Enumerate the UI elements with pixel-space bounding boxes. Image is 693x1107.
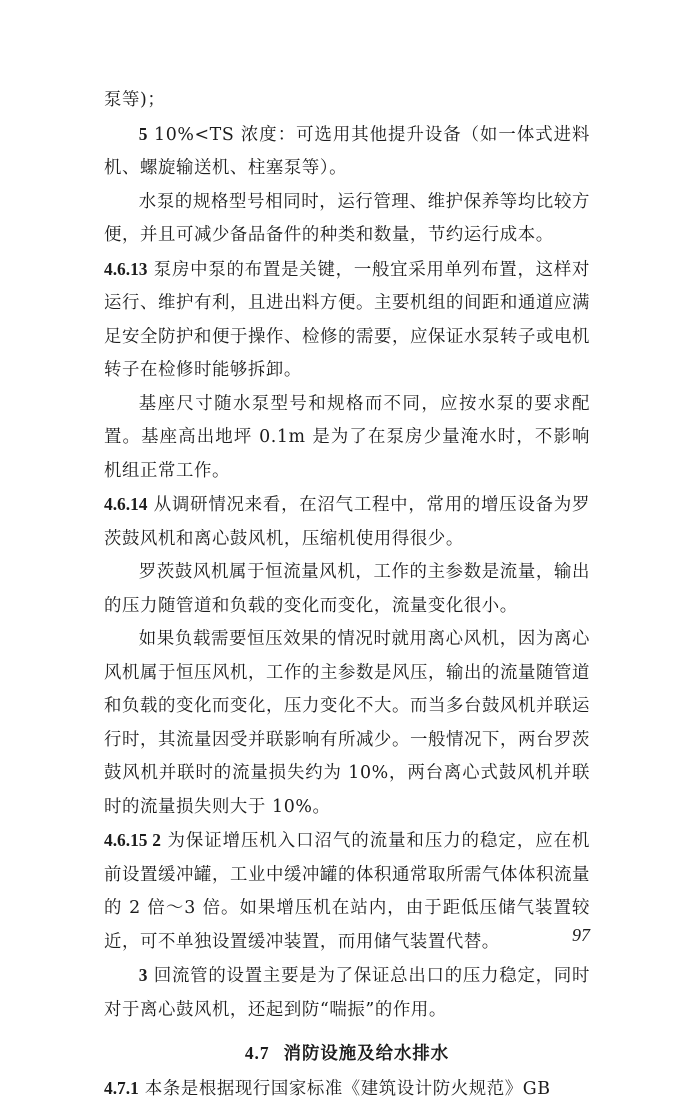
clause-number: 4.6.13 [104, 258, 148, 279]
paragraph-text: 回流管的设置主要是为了保证总出口的压力稳定，同时对于离心鼓风机，还起到防“喘振”的作用。 [104, 966, 590, 1020]
paragraph-5 [104, 488, 590, 556]
paragraph-8 [104, 824, 590, 959]
paragraph-text: 泵房中泵的布置是关键，一般宜采用单列布置，这样对运行、维护有利，且进出料方便。主要机组的间距和通道应满足安全防护和便于操作、检修的需要，应保证水泵转子或电机转子在检修时能够拆卸。 [104, 259, 590, 380]
clause-number: 4.7.1 [104, 1078, 139, 1098]
paragraph-4 [104, 388, 590, 489]
paragraph-2 [104, 186, 590, 253]
clause-number: 5 [138, 123, 148, 144]
paragraph-text: 泵等)； [104, 90, 166, 110]
clause-number: 4.6.15 2 [104, 830, 161, 850]
paragraph-text: 基座尺寸随水泵型号和规格而不同，应按水泵的要求配置。基座高出地坪 0.1m 是为了在泵房少量淹水时，不影响机组正常工作。 [104, 393, 590, 481]
paragraph-text: 罗茨鼓风机属于恒流量风机，工作的主参数是流量，输出的压力随管道和负载的变化而变化，流量变化很小。 [104, 562, 590, 616]
paragraph-text: 水泵的规格型号相同时，运行管理、维护保养等均比较方便，并且可减少备品备件的种类和数量，节约运行成本。 [104, 191, 590, 245]
page-body [104, 84, 590, 1107]
paragraph-1 [104, 118, 590, 186]
page-number: 97 [572, 925, 590, 945]
paragraph-text: 本条是根据现行国家标准《建筑设计防火规范》GB [138, 1079, 551, 1099]
paragraph-text: 10%<TS 浓度：可选用其他提升设备（如一体式进料机、螺旋输送机、柱塞泵等）。 [104, 124, 590, 178]
section-title: 消防设施及给水排水 [283, 1044, 450, 1064]
section-number: 4.7 [244, 1043, 270, 1063]
clause-number: 4.6.14 [104, 494, 148, 514]
paragraph-text: 从调研情况来看，在沼气工程中，常用的增压设备为罗茨鼓风机和离心鼓风机，压缩机使用得很少。 [104, 495, 590, 549]
paragraph-9 [104, 959, 590, 1027]
paragraph-text: 为保证增压机入口沼气的流量和压力的稳定，应在机前设置缓冲罐，工业中缓冲罐的体积通常取所需气体体积流量的 2 倍～3 倍。如果增压机在站内，由于距低压储气装置较近，可不单独设置缓冲装置，而用储气装置代替。 [104, 831, 590, 952]
paragraph-6 [104, 556, 590, 623]
section-heading [104, 1035, 590, 1072]
paragraph-text: 如果负载需要恒压效果的情况时就用离心风机，因为离心风机属于恒压风机，工作的主参数是风压，输出的流量随管道和负载的变化而变化，压力变化不大。而当多台鼓风机并联运行时，其流量因受并联影响有所减少。一般情况下，两台罗茨鼓风机并联时的流量损失约为 10%，两台离心式鼓风机并联时的流量损失则大于 10%。 [104, 629, 590, 817]
paragraph-7 [104, 623, 590, 824]
paragraph-last [104, 1072, 590, 1107]
clause-number: 3 [138, 965, 148, 985]
paragraph-3 [104, 253, 590, 388]
paragraph-0 [104, 84, 590, 118]
